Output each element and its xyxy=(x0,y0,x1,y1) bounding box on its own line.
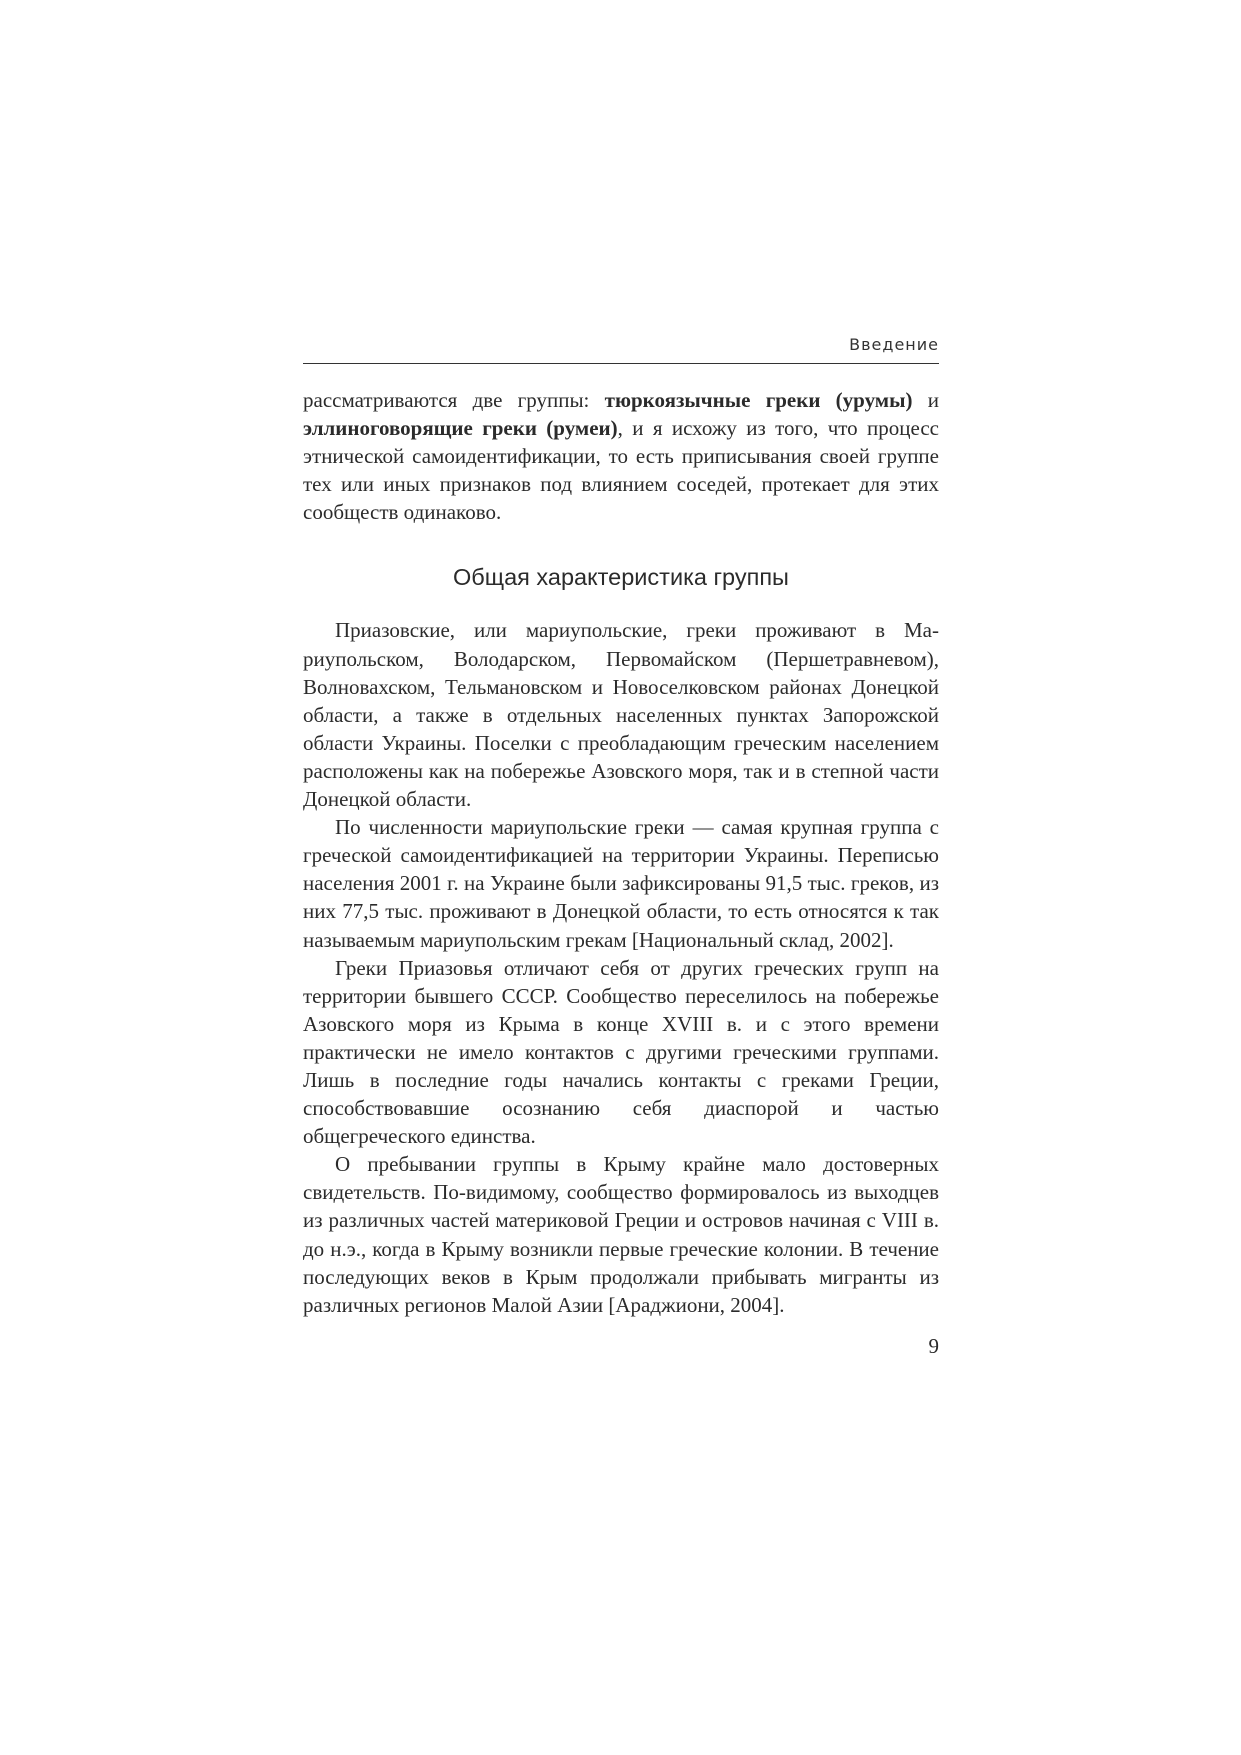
paragraph: Приазовские, или мариупольские, греки проживают в Мариупольском, Володарском, Первомайском (Першетравневом), Волновахском, Тельмановском и Новоселковском районах Донецкой области, а также в отдельных населенных пунктах Запорожской области Украины. Поселки с преобладающим греческим населением расположены как на побережье Азовского моря, так и в степной части Донецкой области. xyxy=(303,618,939,812)
intro-text-2: и xyxy=(912,388,939,412)
running-head: Введение xyxy=(303,335,939,364)
intro-bold-term-1: тюркоязычные греки (урумы) xyxy=(604,388,913,412)
intro-text-3: , и я исхожу из того, что процесс этнической самоидентификации, то есть приписывания своей группе тех или иных признаков под влиянием соседей, протекает для этих сообществ одинаково. xyxy=(303,416,939,525)
book-page xyxy=(303,335,939,1360)
paragraph: По численности мариупольские греки — самая крупная группа с греческой самоидентификацией на территории Украины. Переписью населения 2001 г. на Украине были зафиксированы 91,5 тыс. греков, из них 77,5 тыс. проживают в Донецкой области, то есть относятся к так называемым мариупольским грекам [Национальный склад, 2002]. xyxy=(303,815,939,952)
body-text xyxy=(303,386,939,1319)
intro-paragraph xyxy=(303,386,939,526)
paragraph: Греки Приазовья отличают себя от других греческих групп на территории бывшего СССР. Сообщество переселилось на побережье Азовского моря из Крыма в конце XVIII в. и с этого времени практически не имело контактов с другими греческими группами. Лишь в последние годы начались контакты с греками Греции, способствовавшие осознанию себя диаспорой и частью общегреческого единства. xyxy=(303,955,939,1149)
intro-text-1: рассматриваются две группы: xyxy=(303,388,605,412)
intro-bold-term-2: эллиноговорящие греки (румеи) xyxy=(303,416,618,441)
paragraph: О пребывании группы в Крыму крайне мало достоверных свидетельств. По-видимому, сообщество формировалось из выходцев из различных частей материковой Греции и островов начиная с VIII в. до н.э., когда в Крыму возникли первые греческие колонии. В течение последующих веков в Крым продолжали прибывать мигранты из различных регионов Малой Азии [Араджиони, 2004]. xyxy=(303,1152,939,1317)
page-number: 9 xyxy=(928,1333,939,1358)
section-heading: Общая характеристика группы xyxy=(453,564,789,591)
